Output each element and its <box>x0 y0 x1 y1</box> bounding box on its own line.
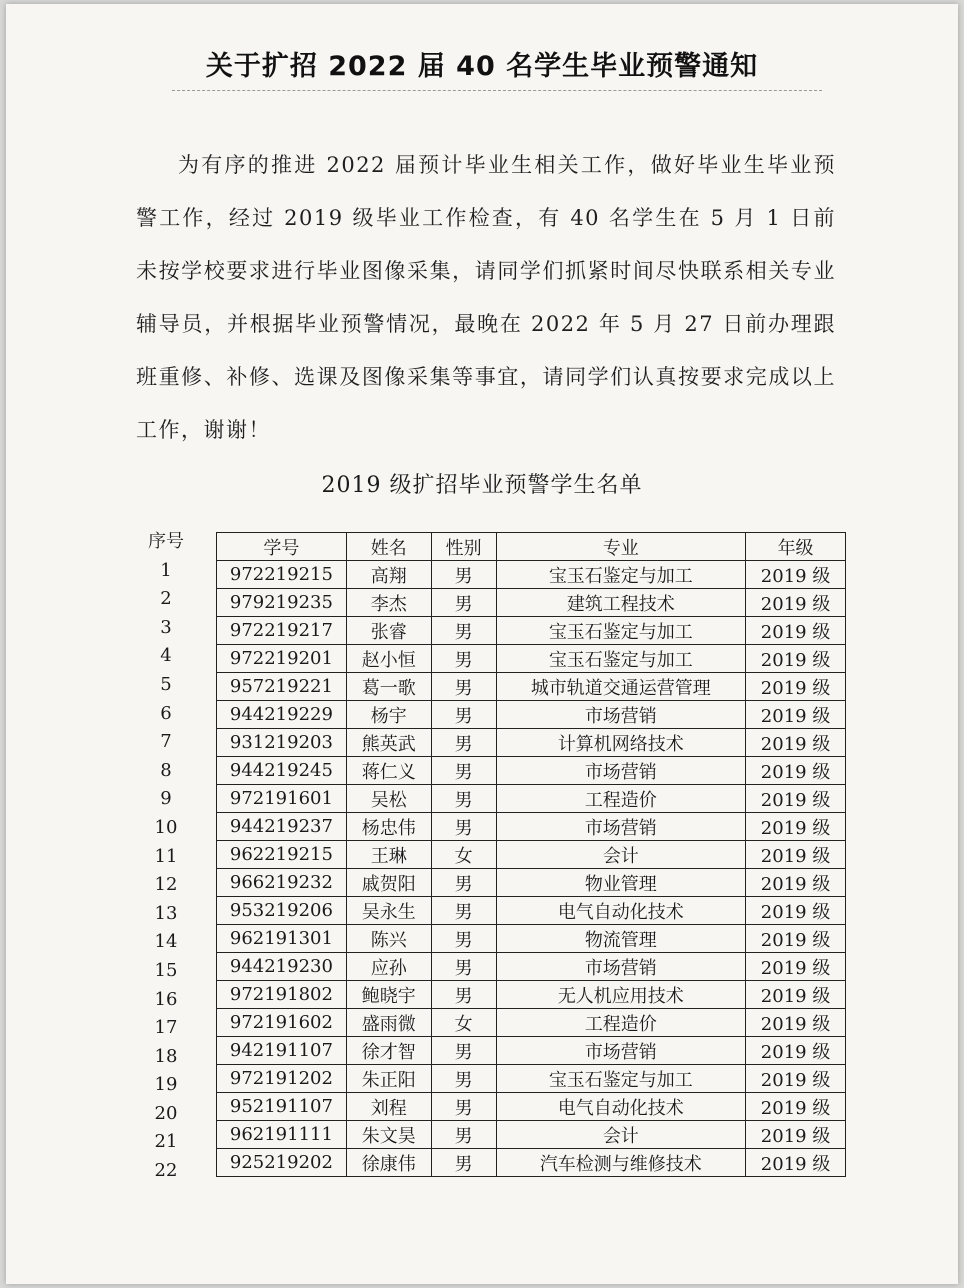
sequence-number: 6 <box>160 702 172 724</box>
student-table <box>216 532 846 1177</box>
sequence-number: 16 <box>154 988 178 1010</box>
header-name: 姓名 <box>346 533 431 561</box>
table-row <box>217 1149 846 1177</box>
student-name-cell: 王琳 <box>346 841 431 869</box>
student-id-cell: 972191602 <box>217 1009 347 1037</box>
student-grade-cell: 2019 级 <box>746 897 846 925</box>
title-divider <box>172 90 822 91</box>
table-row <box>217 645 846 673</box>
student-id-cell: 972191202 <box>217 1065 347 1093</box>
student-id-cell: 979219235 <box>217 589 347 617</box>
student-major-cell: 汽车检测与维修技术 <box>496 1149 746 1177</box>
student-grade-cell: 2019 级 <box>746 1037 846 1065</box>
table-row <box>217 617 846 645</box>
student-grade-cell: 2019 级 <box>746 813 846 841</box>
sequence-column <box>126 528 206 1186</box>
sequence-number: 5 <box>160 673 172 695</box>
student-grade-cell: 2019 级 <box>746 757 846 785</box>
student-sex-cell: 男 <box>431 757 496 785</box>
sequence-number: 2 <box>160 588 172 610</box>
sequence-number: 17 <box>154 1017 178 1039</box>
student-name-cell: 吴松 <box>346 785 431 813</box>
sequence-number: 18 <box>154 1045 178 1067</box>
student-id-cell: 972219215 <box>217 561 347 589</box>
student-major-cell: 会计 <box>496 841 746 869</box>
sequence-number: 8 <box>160 759 172 781</box>
notice-title: 关于扩招 2022 届 40 名学生毕业预警通知 <box>205 51 759 82</box>
document-page <box>6 4 958 1284</box>
student-id-cell: 944219245 <box>217 757 347 785</box>
student-id-cell: 957219221 <box>217 673 347 701</box>
student-id-cell: 962219215 <box>217 841 347 869</box>
student-id-cell: 972219201 <box>217 645 347 673</box>
table-row <box>217 841 846 869</box>
table-row <box>217 673 846 701</box>
table-row <box>217 1037 846 1065</box>
student-major-cell: 会计 <box>496 1121 746 1149</box>
student-sex-cell: 男 <box>431 589 496 617</box>
student-grade-cell: 2019 级 <box>746 953 846 981</box>
student-major-cell: 市场营销 <box>496 757 746 785</box>
student-id-cell: 972191601 <box>217 785 347 813</box>
student-major-cell: 工程造价 <box>496 785 746 813</box>
student-major-cell: 宝玉石鉴定与加工 <box>496 561 746 589</box>
table-row <box>217 981 846 1009</box>
student-name-cell: 陈兴 <box>346 925 431 953</box>
table-row <box>217 1093 846 1121</box>
sequence-number: 10 <box>154 816 178 838</box>
student-id-cell: 972191802 <box>217 981 347 1009</box>
student-id-cell: 931219203 <box>217 729 347 757</box>
student-name-cell: 朱文昊 <box>346 1121 431 1149</box>
student-sex-cell: 男 <box>431 701 496 729</box>
table-row <box>217 1121 846 1149</box>
student-grade-cell: 2019 级 <box>746 981 846 1009</box>
student-name-cell: 葛一歌 <box>346 673 431 701</box>
student-grade-cell: 2019 级 <box>746 1093 846 1121</box>
student-major-cell: 宝玉石鉴定与加工 <box>496 617 746 645</box>
student-id-cell: 953219206 <box>217 897 347 925</box>
student-name-cell: 朱正阳 <box>346 1065 431 1093</box>
student-name-cell: 鲍晓宇 <box>346 981 431 1009</box>
student-grade-cell: 2019 级 <box>746 841 846 869</box>
student-name-cell: 应孙 <box>346 953 431 981</box>
student-name-cell: 吴永生 <box>346 897 431 925</box>
student-major-cell: 计算机网络技术 <box>496 729 746 757</box>
student-name-cell: 熊英武 <box>346 729 431 757</box>
student-sex-cell: 男 <box>431 981 496 1009</box>
student-grade-cell: 2019 级 <box>746 589 846 617</box>
table-row <box>217 953 846 981</box>
student-name-cell: 蒋仁义 <box>346 757 431 785</box>
student-sex-cell: 男 <box>431 1065 496 1093</box>
student-sex-cell: 男 <box>431 1149 496 1177</box>
sequence-header: 序号 <box>148 531 184 552</box>
student-name-cell: 杨忠伟 <box>346 813 431 841</box>
table-row <box>217 1065 846 1093</box>
student-sex-cell: 女 <box>431 1009 496 1037</box>
sequence-number: 11 <box>154 845 178 867</box>
sequence-number: 9 <box>160 788 172 810</box>
table-header-row <box>217 533 846 561</box>
student-sex-cell: 女 <box>431 841 496 869</box>
student-name-cell: 赵小恒 <box>346 645 431 673</box>
student-sex-cell: 男 <box>431 869 496 897</box>
sequence-number: 20 <box>154 1102 178 1124</box>
student-sex-cell: 男 <box>431 1093 496 1121</box>
student-name-cell: 戚贺阳 <box>346 869 431 897</box>
student-sex-cell: 男 <box>431 785 496 813</box>
header-sex: 性别 <box>431 533 496 561</box>
student-name-cell: 徐才智 <box>346 1037 431 1065</box>
student-name-cell: 刘程 <box>346 1093 431 1121</box>
student-grade-cell: 2019 级 <box>746 617 846 645</box>
student-sex-cell: 男 <box>431 1121 496 1149</box>
sequence-number: 4 <box>160 645 172 667</box>
student-sex-cell: 男 <box>431 673 496 701</box>
student-grade-cell: 2019 级 <box>746 925 846 953</box>
table-row <box>217 925 846 953</box>
student-major-cell: 宝玉石鉴定与加工 <box>496 645 746 673</box>
student-id-cell: 925219202 <box>217 1149 347 1177</box>
sequence-number: 21 <box>154 1131 178 1153</box>
student-id-cell: 966219232 <box>217 869 347 897</box>
sequence-number: 19 <box>154 1074 178 1096</box>
student-grade-cell: 2019 级 <box>746 785 846 813</box>
student-grade-cell: 2019 级 <box>746 561 846 589</box>
student-major-cell: 市场营销 <box>496 1037 746 1065</box>
student-grade-cell: 2019 级 <box>746 1149 846 1177</box>
student-name-cell: 李杰 <box>346 589 431 617</box>
student-grade-cell: 2019 级 <box>746 1009 846 1037</box>
student-id-cell: 944219237 <box>217 813 347 841</box>
student-name-cell: 徐康伟 <box>346 1149 431 1177</box>
sequence-number: 13 <box>154 902 178 924</box>
sequence-number: 3 <box>160 616 172 638</box>
student-major-cell: 物流管理 <box>496 925 746 953</box>
sequence-number: 15 <box>154 959 178 981</box>
student-sex-cell: 男 <box>431 645 496 673</box>
student-major-cell: 市场营销 <box>496 953 746 981</box>
student-grade-cell: 2019 级 <box>746 1065 846 1093</box>
student-sex-cell: 男 <box>431 561 496 589</box>
student-major-cell: 市场营销 <box>496 701 746 729</box>
table-row <box>217 785 846 813</box>
student-sex-cell: 男 <box>431 925 496 953</box>
student-name-cell: 盛雨微 <box>346 1009 431 1037</box>
student-major-cell: 无人机应用技术 <box>496 981 746 1009</box>
sequence-number: 14 <box>154 931 178 953</box>
table-row <box>217 589 846 617</box>
student-id-cell: 952191107 <box>217 1093 347 1121</box>
student-major-cell: 宝玉石鉴定与加工 <box>496 1065 746 1093</box>
student-grade-cell: 2019 级 <box>746 645 846 673</box>
student-major-cell: 建筑工程技术 <box>496 589 746 617</box>
student-sex-cell: 男 <box>431 953 496 981</box>
sequence-number: 1 <box>160 559 172 581</box>
table-row <box>217 813 846 841</box>
table-row <box>217 561 846 589</box>
student-major-cell: 市场营销 <box>496 813 746 841</box>
student-major-cell: 电气自动化技术 <box>496 897 746 925</box>
header-grade: 年级 <box>746 533 846 561</box>
student-sex-cell: 男 <box>431 617 496 645</box>
student-grade-cell: 2019 级 <box>746 729 846 757</box>
list-title: 2019 级扩招毕业预警学生名单 <box>321 473 643 498</box>
student-grade-cell: 2019 级 <box>746 869 846 897</box>
student-id-cell: 944219229 <box>217 701 347 729</box>
student-sex-cell: 男 <box>431 1037 496 1065</box>
header-id: 学号 <box>217 533 347 561</box>
table-row <box>217 757 846 785</box>
student-id-cell: 944219230 <box>217 953 347 981</box>
student-name-cell: 高翔 <box>346 561 431 589</box>
student-grade-cell: 2019 级 <box>746 1121 846 1149</box>
header-major: 专业 <box>496 533 746 561</box>
student-grade-cell: 2019 级 <box>746 701 846 729</box>
table-row <box>217 869 846 897</box>
student-id-cell: 972219217 <box>217 617 347 645</box>
table-row <box>217 729 846 757</box>
table-row <box>217 897 846 925</box>
student-major-cell: 物业管理 <box>496 869 746 897</box>
student-sex-cell: 男 <box>431 813 496 841</box>
sequence-number: 12 <box>154 874 178 896</box>
student-id-cell: 962191111 <box>217 1121 347 1149</box>
student-major-cell: 城市轨道交通运营管理 <box>496 673 746 701</box>
student-name-cell: 杨宇 <box>346 701 431 729</box>
student-sex-cell: 男 <box>431 897 496 925</box>
student-id-cell: 942191107 <box>217 1037 347 1065</box>
student-major-cell: 工程造价 <box>496 1009 746 1037</box>
student-id-cell: 962191301 <box>217 925 347 953</box>
student-name-cell: 张睿 <box>346 617 431 645</box>
table-row <box>217 701 846 729</box>
notice-body <box>136 139 836 457</box>
student-major-cell: 电气自动化技术 <box>496 1093 746 1121</box>
table-row <box>217 1009 846 1037</box>
sequence-number: 22 <box>154 1160 178 1182</box>
sequence-number: 7 <box>160 731 172 753</box>
student-grade-cell: 2019 级 <box>746 673 846 701</box>
student-sex-cell: 男 <box>431 729 496 757</box>
notice-paragraph: 为有序的推进 2022 届预计毕业生相关工作，做好毕业生毕业预警工作，经过 2019 级毕业工作检查，有 40 名学生在 5 月 1 日前未按学校要求进行毕业图像采集，请同学们抓紧时间尽快联系相关专业辅导员，并根据毕业预警情况，最晚在 2022 年 5 月 27 日前办理跟班重修、补修、选课及图像采集等事宜，请同学们认真按要求完成以上工作，谢谢！ <box>136 153 836 442</box>
